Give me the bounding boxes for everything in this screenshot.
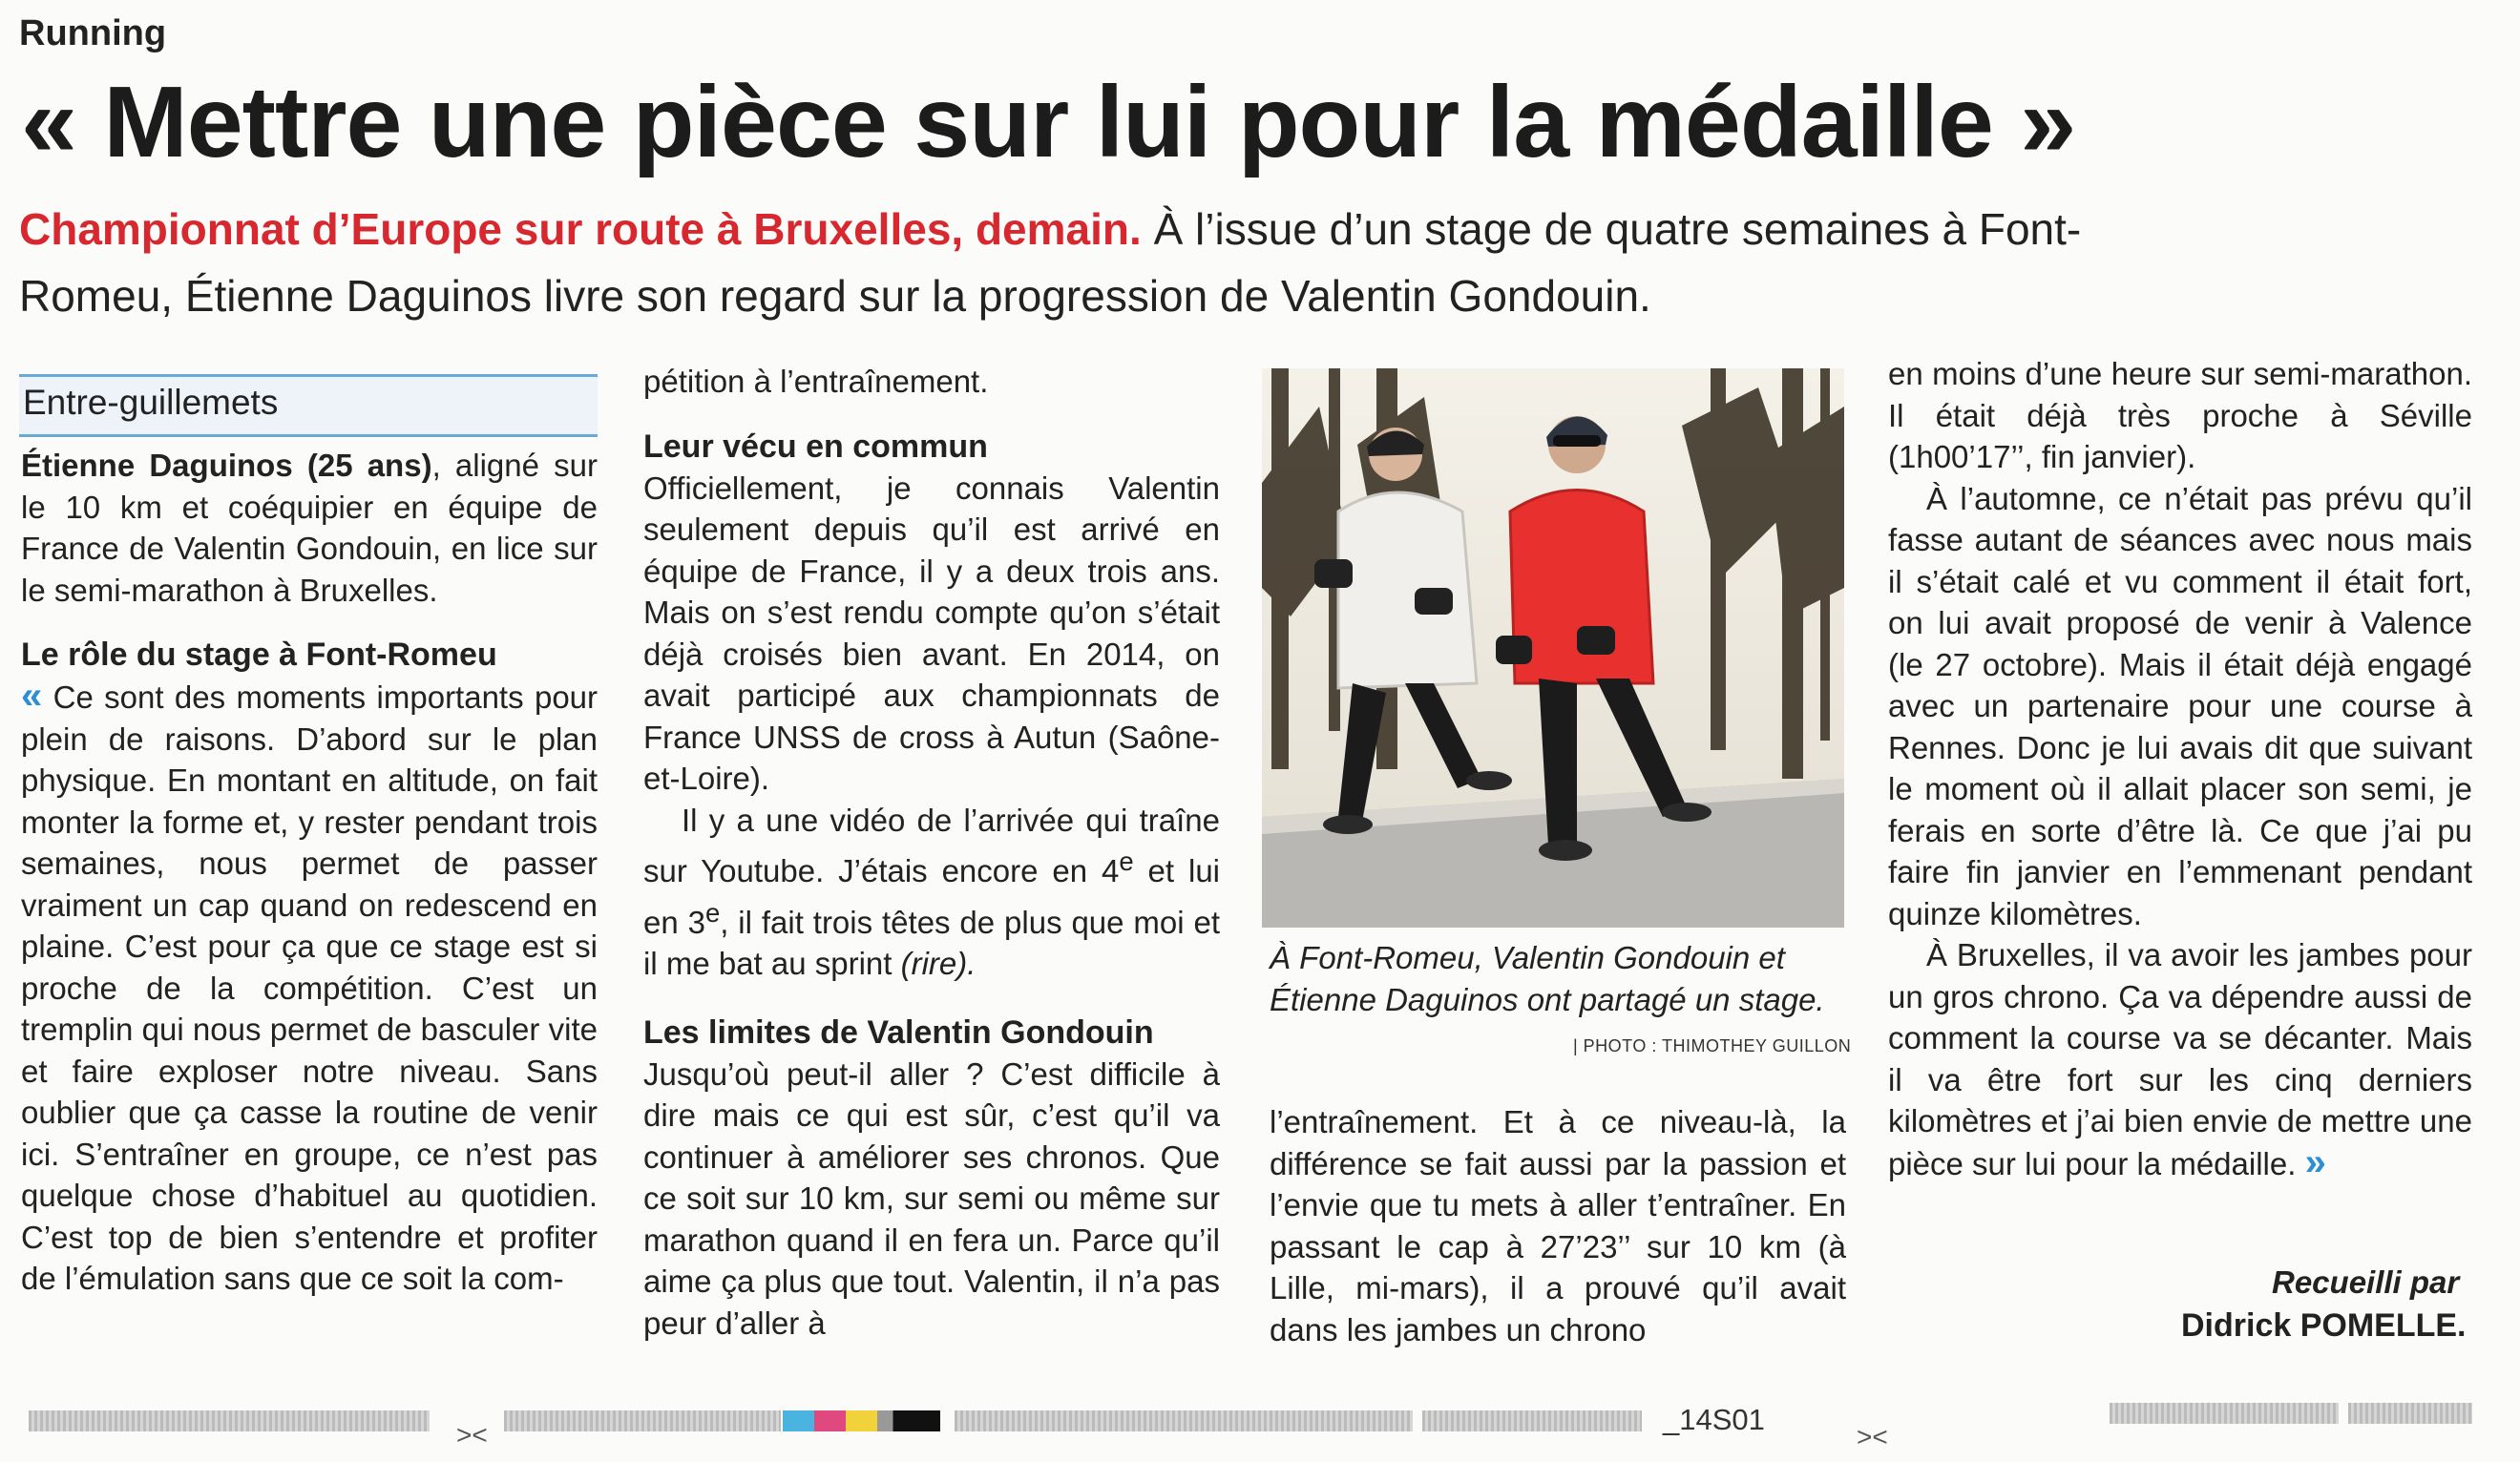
print-strip-2 (504, 1410, 781, 1431)
signature-label: Recueilli par (2272, 1264, 2460, 1300)
print-strip-3 (955, 1410, 1413, 1431)
limites-text: Jusqu’où peut-il aller ? C’est difficile à dire mais ce qui est sûr, c’est qu’il va continuer à améliorer ses chronos. Que ce soit sur 10 km, sur semi ou même sur marathon quand il en fera un. Parce qu’il aime ça plus que tout. Valentin, il n’a pas peur d’aller à (643, 1055, 1220, 1341)
print-strip-6 (2348, 1403, 2472, 1424)
vecu-text-a: Il y a une vidéo de l’arrivée qui traîne sur Youtube. J’étais encore en 4 (643, 802, 1220, 888)
deck-rest: À l’issue d’un stage de quatre semaines à Font-Romeu, Étienne Daguinos livre son regard sur la progression de Valentin Gondouin. (19, 204, 2082, 321)
photo-caption: À Font-Romeu, Valentin Gondouin et Étienne Daguinos ont partagé un stage. (1270, 940, 1825, 1017)
col4-paragraph-1: en moins d’une heure sur semi-marathon. Il était déjà très proche à Séville (1h00’17’’, fin janvier). (1888, 356, 2472, 474)
vecu-text-c: , il fait trois têtes de plus que moi et il me bat au sprint (643, 904, 1220, 981)
print-strip-4 (1422, 1410, 1642, 1431)
print-strip-5 (2110, 1403, 2339, 1424)
section-text-stage (21, 676, 598, 1300)
col4-paragraph-2: À l’automne, ce n’était pas prévu qu’il fasse autant de séances avec nous mais il s’était calé et vu comment il était fort, on lui avait proposé de venir à Valence (le 27 octobre). Mais il était déjà engagé avec un partenaire pour une course à Rennes. Donc je lui avais dit que suivant le moment où il allait placer son semi, je ferais en sorte d’être là. Ce que j’ai pu faire fin janvier en l’emmenant pendant quinze kilomètres. (1888, 480, 2472, 931)
sup-e2: e (704, 897, 721, 928)
photo-runners (1262, 368, 1844, 928)
deck (19, 196, 2119, 329)
headline: « Mettre une pièce sur lui pour la médaille » (21, 66, 2076, 178)
column-4 (1888, 353, 2472, 1184)
continuation-text: pétition à l’entraînement. (643, 364, 989, 399)
section-title-vecu: Leur vécu en commun (643, 428, 988, 465)
intro-rest: , aligné sur le 10 km et coéquipier en équipe de France de Valentin Gondouin, en lice sur le semi-marathon à Bruxelles. (21, 448, 598, 608)
box-title: Entre-guillemets (23, 383, 279, 422)
quote-close-icon: » (2304, 1140, 2326, 1183)
vecu-paragraph-1: Officiellement, je connais Valentin seulement depuis qu’il est arrivé en équipe de France, il y a deux trois ans. Mais on s’est rendu compte qu’on s’était déjà croisés bien avant. En 2014, on avait participé aux championnats de France UNSS de cross à Autun (Saône-et-Loire). (643, 470, 1220, 796)
vecu-text-b: et lui en 3 (643, 853, 1221, 940)
section-title-limites: Les limites de Valentin Gondouin (643, 1013, 1154, 1051)
column-1 (21, 445, 598, 1300)
rubric: Running (19, 13, 167, 53)
col4-paragraph-3 (1888, 934, 2472, 1184)
column-2 (643, 361, 1220, 1344)
print-strip-1 (29, 1410, 430, 1431)
section-title-stage: Le rôle du stage à Font-Romeu (21, 637, 497, 673)
stage-text: Ce sont des moments importants pour plein de raisons. D’abord sur le plan physique. En montant en altitude, on fait monter la forme et, y rester pendant trois semaines, nous permet de passer vraiment un cap quand on redescend en plaine. C’est pour ça que ce stage est si proche de la compétition. C’est un tremplin qui nous permet de basculer vite et faire exploser notre niveau. Sans oublier que ça casse la routine de venir ici. S’entraîner en groupe, ce n’est pas quelque chose d’habituel au quotidien. C’est top de bien s’entendre et profiter de l’émulation sans que ce soit la com- (21, 679, 598, 1296)
quote-open-icon: « (21, 675, 43, 717)
crop-mark-left: >< (456, 1420, 488, 1450)
col3-text: l’entraînement. Et à ce niveau-là, la différence se fait aussi par la passion et l’envie que tu mets à aller t’entraîner. En passant le cap à 27’23’’ sur 10 km (à Lille, mi-mars), il a prouvé qu’il avait dans les jambes un chrono (1270, 1104, 1846, 1347)
signature-name: Didrick POMELLE. (2181, 1307, 2467, 1344)
vecu-rire: (rire). (900, 946, 976, 981)
vecu-paragraph-2 (643, 800, 1220, 985)
crop-mark-right: >< (1857, 1422, 1888, 1452)
photo-credit: | PHOTO : THIMOTHEY GUILLON (1573, 1036, 1852, 1055)
col4-text-3: À Bruxelles, il va avoir les jambes pour un gros chrono. Ça va dépendre aussi de comment la course va se décanter. Mais il va être fort sur les cinq derniers kilomètres et j’ai bien envie de mettre une pièce sur lui pour la médaille. (1888, 937, 2472, 1181)
intro-paragraph (21, 445, 598, 611)
box-header (19, 374, 598, 437)
runners-illustration (1262, 368, 1844, 928)
deck-lead: Championnat d’Europe sur route à Bruxelles, demain. (19, 204, 1142, 254)
column-3 (1270, 1101, 1846, 1350)
color-bar (783, 1410, 940, 1431)
sup-e1: e (1119, 846, 1134, 876)
intro-bold: Étienne Daguinos (25 ans) (21, 448, 432, 483)
folio: _14S01 (1663, 1403, 1765, 1436)
